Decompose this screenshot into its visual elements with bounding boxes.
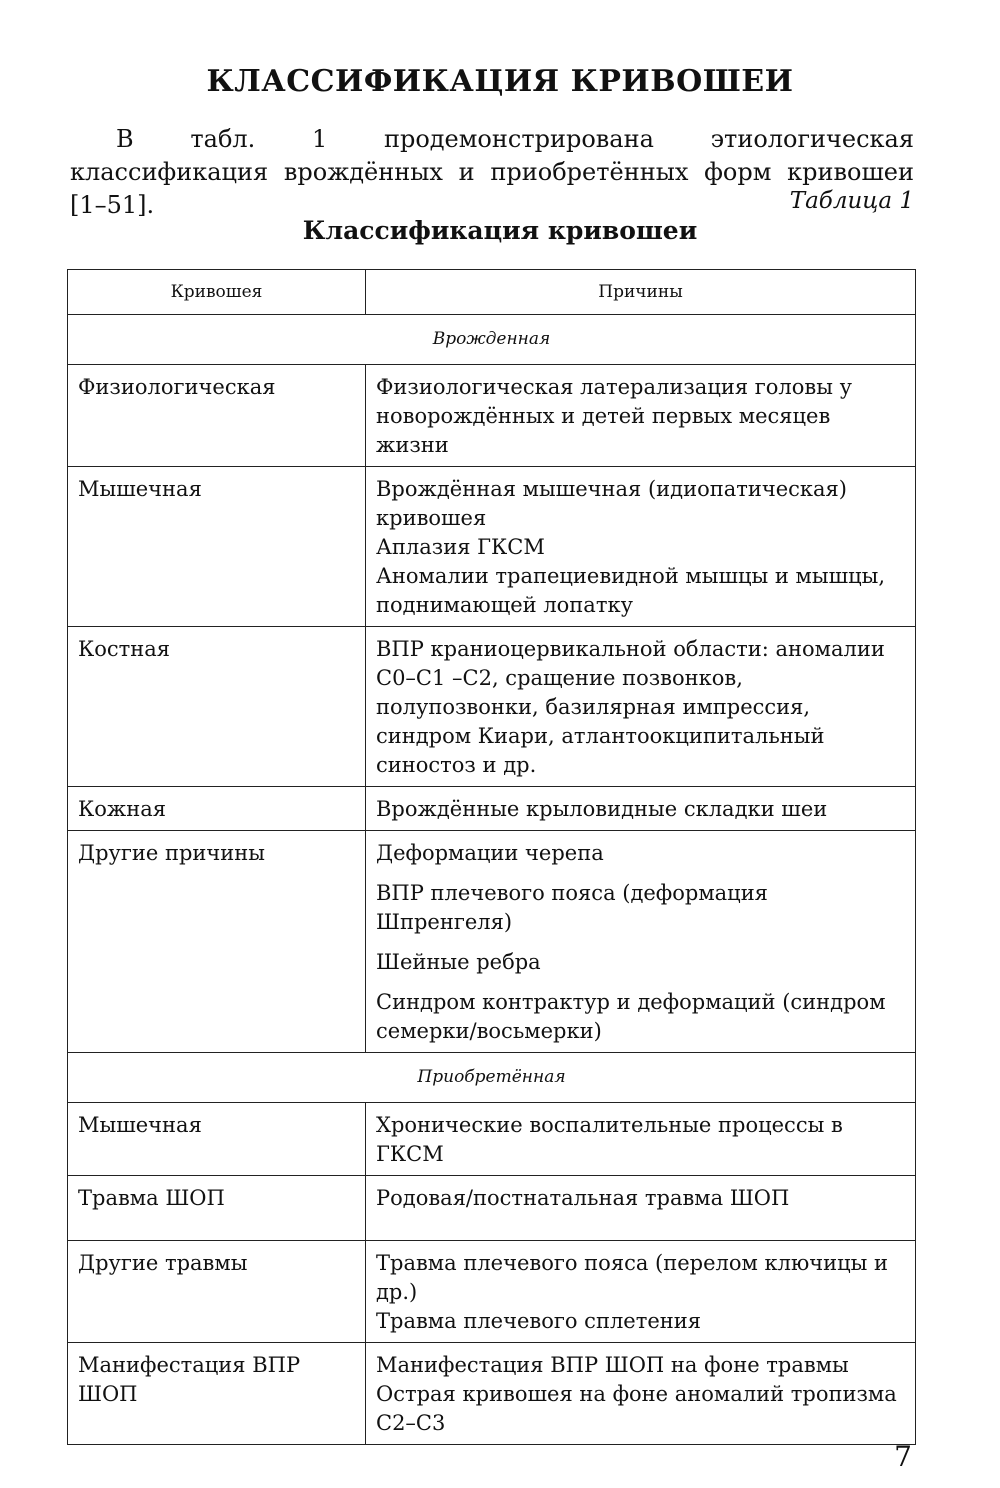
causes-cell — [366, 1241, 916, 1343]
causes-cell — [366, 831, 916, 1053]
group-label: Врожденная — [68, 315, 916, 365]
cause-line: Шейные ребра — [376, 950, 541, 974]
cause-line: Травма плечевого пояса (перелом ключицы и др.) — [376, 1251, 889, 1304]
cause-line: Врождённая мышечная (идиопатическая) кривошея — [376, 477, 848, 530]
cause-line: Травма плечевого сплетения — [376, 1309, 701, 1333]
cause-line: Манифестация ВПР ШОП на фоне травмы — [376, 1353, 849, 1377]
cause-line: Аномалии трапециевидной мышцы и мышцы, поднимающей лопатку — [376, 564, 886, 617]
cause-line: Родовая/постнатальная травма ШОП — [376, 1186, 790, 1210]
table-row — [68, 365, 916, 467]
cause-line: Физиологическая латерализация головы у новорождённых и детей первых месяцев жизни — [376, 375, 852, 457]
cause-line: Синдром контрактур и деформаций (синдром семерки/восьмерки) — [376, 990, 886, 1043]
classification-table — [67, 269, 916, 1445]
torticollis-type: Костная — [68, 627, 366, 787]
table-number: Таблица 1 — [789, 188, 914, 214]
causes-cell — [366, 467, 916, 627]
cause-line: Деформации черепа — [376, 841, 604, 865]
cause-line: Врождённые крыловидные складки шеи — [376, 797, 828, 821]
intro-paragraph — [70, 123, 914, 222]
cause-line: ВПР краниоцервикальной области: аномалии С0–С1 –С2, сращение позвонков, полупозвонки, базилярная импрессия, синдром Киари, атлантоокципитальный синостоз и др. — [376, 637, 885, 777]
causes-cell — [366, 787, 916, 831]
torticollis-type: Кожная — [68, 787, 366, 831]
torticollis-type: Манифестация ВПР ШОП — [68, 1343, 366, 1445]
header-torticollis: Кривошея — [68, 270, 366, 315]
page-title: КЛАССИФИКАЦИЯ КРИВОШЕИ — [206, 64, 794, 99]
torticollis-type: Травма ШОП — [68, 1176, 366, 1241]
table-row — [68, 787, 916, 831]
group-row-congenital — [68, 315, 916, 365]
table-row — [68, 1241, 916, 1343]
table-header-row — [68, 270, 916, 315]
causes-cell — [366, 627, 916, 787]
table-row — [68, 1176, 916, 1241]
cause-line: Аплазия ГКСМ — [376, 535, 545, 559]
torticollis-type: Другие травмы — [68, 1241, 366, 1343]
header-causes: Причины — [366, 270, 916, 315]
table-row — [68, 627, 916, 787]
table-row — [68, 1343, 916, 1445]
table-row — [68, 1103, 916, 1176]
table-row — [68, 467, 916, 627]
group-label: Приобретённая — [68, 1053, 916, 1103]
group-row-acquired — [68, 1053, 916, 1103]
table-row — [68, 831, 916, 1053]
torticollis-type: Другие причины — [68, 831, 366, 1053]
cause-line: ВПР плечевого пояса (деформация Шпренгеля) — [376, 881, 768, 934]
torticollis-type: Физиологическая — [68, 365, 366, 467]
table-title: Классификация кривошеи — [302, 216, 698, 245]
causes-cell — [366, 1176, 916, 1241]
causes-cell — [366, 1103, 916, 1176]
causes-cell — [366, 1343, 916, 1445]
intro-text: В табл. 1 продемонстрирована этиологическая классификация врождённых и приобретённых форм кривошеи [1–51]. — [70, 125, 914, 219]
page-number: 7 — [894, 1440, 912, 1473]
cause-line: Острая кривошея на фоне аномалий тропизма С2–С3 — [376, 1382, 897, 1435]
torticollis-type: Мышечная — [68, 467, 366, 627]
torticollis-type: Мышечная — [68, 1103, 366, 1176]
cause-line: Хронические воспалительные процессы в ГКСМ — [376, 1113, 843, 1166]
causes-cell — [366, 365, 916, 467]
